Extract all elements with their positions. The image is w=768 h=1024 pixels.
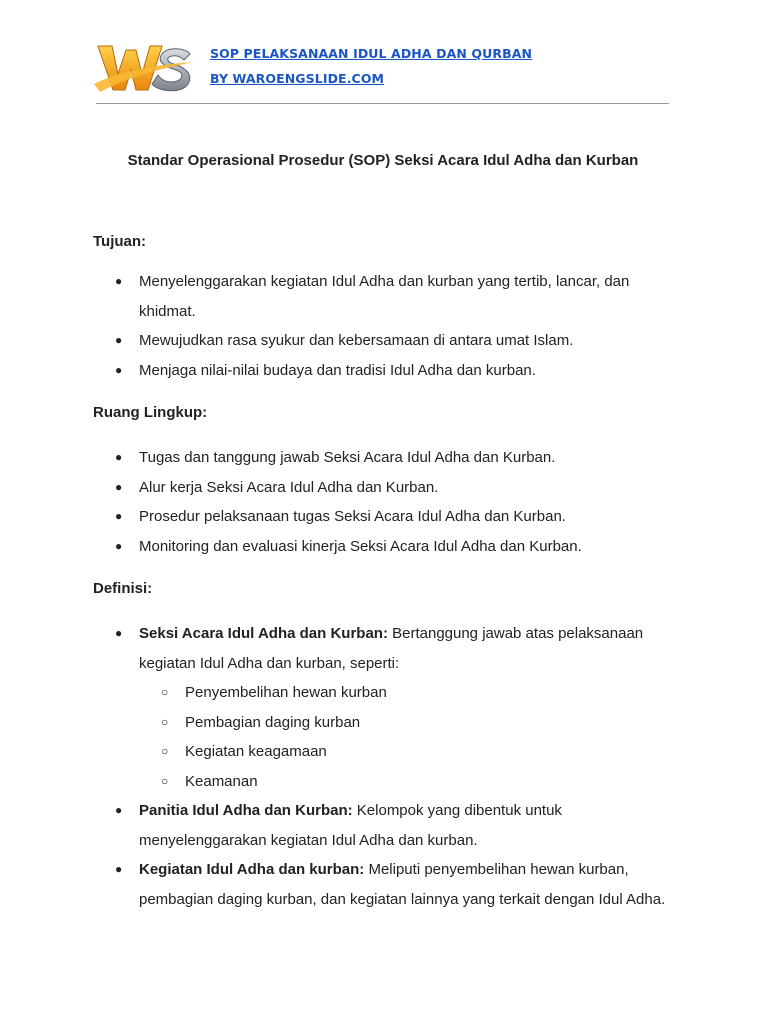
list-item: ● Prosedur pelaksanaan tugas Seksi Acara Idul Adha dan Kurban. [93, 502, 673, 532]
definition-term: Seksi Acara Idul Adha dan Kurban: [139, 625, 388, 642]
definition-sublist [139, 678, 673, 796]
document-title: Standar Operasional Prosedur (SOP) Seksi Acara Idul Adha dan Kurban [127, 152, 639, 169]
definition-text: Bertanggung jawab atas pelaksanaan kegiatan Idul Adha dan kurban, seperti: [139, 625, 644, 672]
sub-list-item: ○ Keamanan [139, 767, 673, 797]
definition-item [93, 796, 673, 855]
waroengslide-logo [92, 40, 196, 98]
definition-text: Meliputi penyembelihan hewan kurban, pembagian daging kurban, dan kegiatan lainnya yang terkait dengan Idul Adha. [139, 861, 666, 908]
list-item: ● Monitoring dan evaluasi kinerja Seksi Acara Idul Adha dan Kurban. [93, 532, 673, 562]
section-heading-definisi: Definisi: [93, 580, 153, 597]
bullet-icon: ● [115, 538, 123, 553]
circle-bullet-icon: ○ [161, 773, 169, 788]
circle-bullet-icon: ○ [161, 744, 169, 758]
page-header [0, 0, 768, 110]
definition-item [93, 855, 673, 914]
bullet-icon: ● [115, 362, 123, 377]
bullet-icon: ● [115, 626, 123, 640]
bullet-icon: ● [115, 803, 123, 817]
tujuan-list [93, 267, 673, 385]
bullet-icon: ● [115, 333, 123, 347]
list-item: ● Menjaga nilai-nilai budaya dan tradisi Idul Adha dan kurban. [93, 356, 673, 386]
bullet-icon: ● [115, 450, 123, 464]
definisi-list [93, 619, 673, 914]
definition-item [93, 619, 673, 796]
definition-term: Kegiatan Idul Adha dan kurban: [139, 861, 365, 878]
circle-bullet-icon: ○ [161, 714, 169, 729]
list-item: ● Tugas dan tanggung jawab Seksi Acara Idul Adha dan Kurban. [93, 443, 673, 473]
ruang-lingkup-list [93, 443, 673, 561]
bullet-icon: ● [115, 274, 123, 288]
sub-list-item: ○ Kegiatan keagamaan [139, 737, 673, 767]
bullet-icon: ● [115, 862, 123, 876]
sub-list-item: ○ Penyembelihan hewan kurban [139, 678, 673, 708]
bullet-icon: ● [115, 479, 123, 494]
header-divider [96, 103, 669, 104]
section-heading-ruang-lingkup: Ruang Lingkup: [93, 404, 208, 421]
circle-bullet-icon: ○ [161, 685, 169, 699]
sub-list-item: ○ Pembagian daging kurban [139, 708, 673, 738]
definition-text: Kelompok yang dibentuk untuk menyelenggarakan kegiatan Idul Adha dan kurban. [139, 802, 562, 849]
list-item: ● Menyelenggarakan kegiatan Idul Adha dan kurban yang tertib, lancar, dan khidmat. [93, 267, 673, 326]
header-site-link[interactable]: BY WAROENGSLIDE.COM [210, 71, 385, 86]
bullet-icon: ● [115, 509, 123, 523]
section-heading-tujuan: Tujuan: [93, 233, 147, 250]
list-item: ● Mewujudkan rasa syukur dan kebersamaan di antara umat Islam. [93, 326, 673, 356]
header-title-link[interactable]: SOP PELAKSANAAN IDUL ADHA DAN QURBAN [210, 46, 533, 61]
list-item: ● Alur kerja Seksi Acara Idul Adha dan Kurban. [93, 473, 673, 503]
definition-term: Panitia Idul Adha dan Kurban: [139, 802, 353, 819]
